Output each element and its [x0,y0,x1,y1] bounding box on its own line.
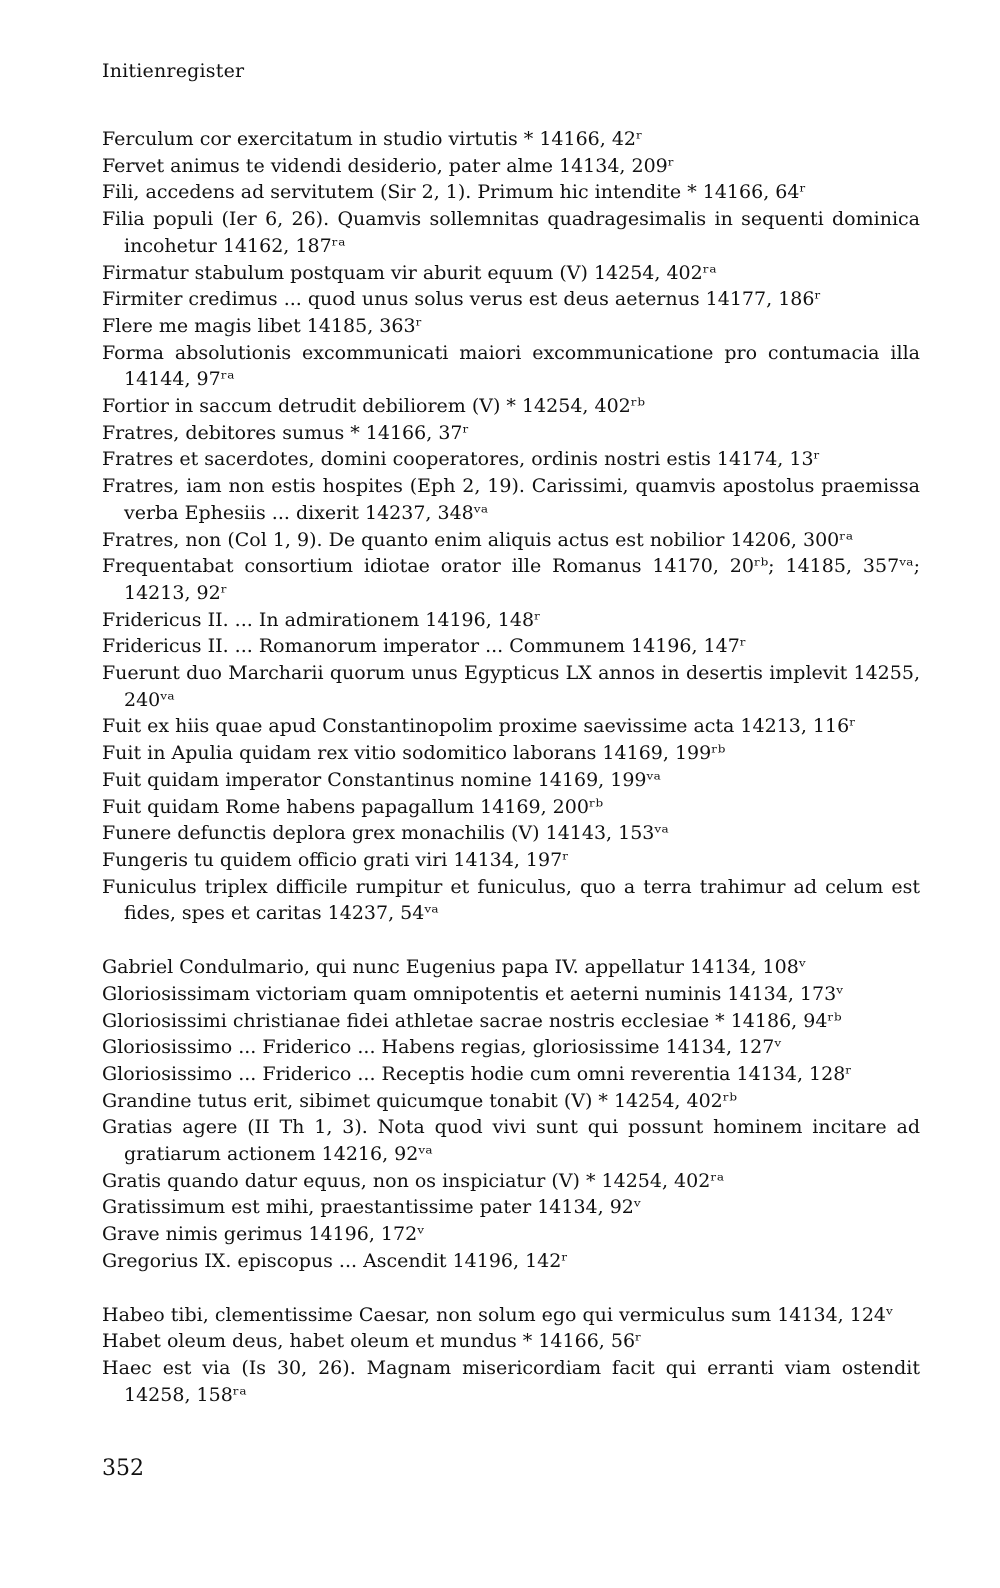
index-entry: Gloriosissimo ... Friderico ... Receptis hodie cum omni reverentia 14134, 128ʳ [102,1062,852,1085]
index-entries [102,126,920,1408]
index-entry: Fungeris tu quidem officio grati viri 14134, 197ʳ [102,848,569,871]
index-entry: Fuit quidam Rome habens papagallum 14169, 200ʳᵇ [102,795,604,818]
index-entry: Forma absolutionis excommunicati maiori excommunicatione pro contumacia illa 14144, 97ʳᵃ [102,341,920,391]
index-entry: Fratres et sacerdotes, domini cooperatores, ordinis nostri estis 14174, 13ʳ [102,448,821,471]
index-entry: Firmiter credimus ... quod unus solus verus est deus aeternus 14177, 186ʳ [102,288,822,311]
index-entry: Fridericus II. ... In admirationem 14196, 148ʳ [102,608,541,631]
index-entry: Fratres, iam non estis hospites (Eph 2, 19). Carissimi, quamvis apostolus praemissa verba Ephesiis ... dixerit 14237, 348ᵛᵃ [102,475,920,524]
index-entry: Fervet animus te videndi desiderio, pater alme 14134, 209ʳ [102,154,675,177]
index-entry: Gloriosissimo ... Friderico ... Habens regias, gloriosissime 14134, 127ᵛ [102,1036,782,1059]
index-entry: Grandine tutus erit, sibimet quicumque tonabit (V) * 14254, 402ʳᵇ [102,1089,737,1112]
index-entry: Haec est via (Is 30, 26). Magnam misericordiam facit qui erranti viam ostendit 14258, 158ʳᵃ [102,1356,920,1406]
index-entry: Filia populi (Ier 6, 26). Quamvis sollemnitas quadragesimalis in sequenti dominica incohetur 14162, 187ʳᵃ [102,208,920,257]
index-entry: Firmatur stabulum postquam vir aburit equum (V) 14254, 402ʳᵃ [102,261,717,284]
index-entry: Funere defunctis deplora grex monachilis (V) 14143, 153ᵛᵃ [102,822,669,845]
page-number: 352 [102,1456,144,1481]
index-entry: Gratissimum est mihi, praestantissime pater 14134, 92ᵛ [102,1196,641,1219]
index-entry: Fuit quidam imperator Constantinus nomine 14169, 199ᵛᵃ [102,768,661,791]
index-entry: Gloriosissimam victoriam quam omnipotentis et aeterni numinis 14134, 173ᵛ [102,982,844,1005]
index-entry: Fuit in Apulia quidam rex vitio sodomitico laborans 14169, 199ʳᵇ [102,742,726,765]
index-entry: Fratres, debitores sumus * 14166, 37ʳ [102,421,470,444]
index-entry: Gabriel Condulmario, qui nunc Eugenius papa IV. appellatur 14134, 108ᵛ [102,956,806,979]
index-entry: Gloriosissimi christianae fidei athletae sacrae nostris ecclesiae * 14186, 94ʳᵇ [102,1009,842,1032]
index-entry: Fuit ex hiis quae apud Constantinopolim proxime saevissime acta 14213, 116ʳ [102,715,856,738]
running-header: Initienregister [102,60,245,82]
index-entry: Gratias agere (II Th 1, 3). Nota quod vivi sunt qui possunt hominem incitare ad gratiarum actionem 14216, 92ᵛᵃ [102,1116,920,1166]
index-entry: Gratis quando datur equus, non os inspiciatur (V) * 14254, 402ʳᵃ [102,1169,725,1192]
index-entry: Fratres, non (Col 1, 9). De quanto enim aliquis actus est nobilior 14206, 300ʳᵃ [102,528,854,551]
index-entry: Fortior in saccum detrudit debiliorem (V) * 14254, 402ʳᵇ [102,395,645,418]
index-entry: Habeo tibi, clementissime Caesar, non solum ego qui vermiculus sum 14134, 124ᵛ [102,1303,894,1326]
entries-block-f [102,126,920,927]
index-entry: Frequentabat consortium idiotae orator ille Romanus 14170, 20ʳᵇ; 14185, 357ᵛᵃ; 14213, 92ʳ [102,555,920,604]
index-entry: Habet oleum deus, habet oleum et mundus * 14166, 56ʳ [102,1330,642,1353]
entries-block-g [102,954,920,1274]
index-entry: Flere me magis libet 14185, 363ʳ [102,314,423,337]
entries-block-h [102,1302,920,1409]
index-entry: Gregorius IX. episcopus ... Ascendit 14196, 142ʳ [102,1249,568,1272]
index-entry: Ferculum cor exercitatum in studio virtutis * 14166, 42ʳ [102,128,643,150]
index-entry: Grave nimis gerimus 14196, 172ᵛ [102,1223,425,1246]
index-entry: Fridericus II. ... Romanorum imperator ... Communem 14196, 147ʳ [102,635,747,658]
index-entry: Fuerunt duo Marcharii quorum unus Egypticus LX annos in desertis implevit 14255, 240ᵛᵃ [102,662,920,711]
index-entry: Funiculus triplex difficile rumpitur et funiculus, quo a terra trahimur ad celum est fides, spes et caritas 14237, 54ᵛᵃ [102,875,920,925]
index-entry: Fili, accedens ad servitutem (Sir 2, 1). Primum hic intendite * 14166, 64ʳ [102,181,807,204]
